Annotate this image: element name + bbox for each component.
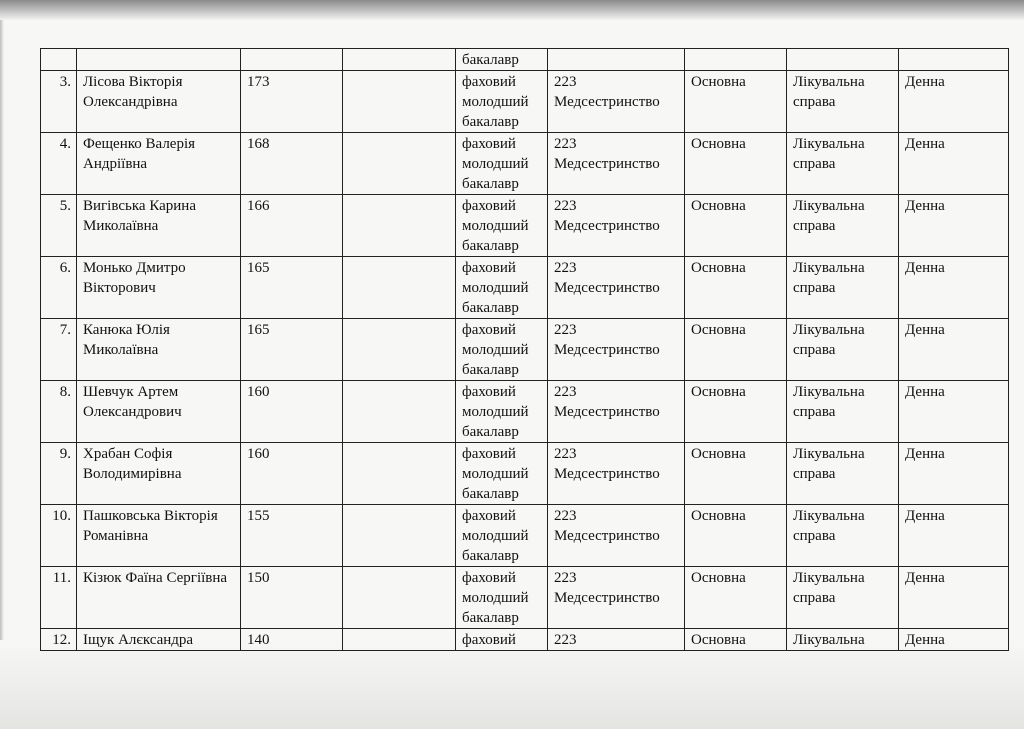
funding-basis: Основна <box>685 257 787 319</box>
row-number: 12. <box>41 629 77 651</box>
program: Лікувальна справа <box>787 71 899 133</box>
education-level: фаховий <box>456 629 548 651</box>
specialty: 223 Медсестринство <box>548 443 685 505</box>
table-row <box>41 629 1009 651</box>
row-number: 11. <box>41 567 77 629</box>
score: 166 <box>241 195 343 257</box>
student-name: Вигівська Карина Миколаївна <box>77 195 241 257</box>
scan-shadow-left <box>0 20 4 729</box>
score: 173 <box>241 71 343 133</box>
funding-basis: Основна <box>685 133 787 195</box>
specialty: 223 Медсестринство <box>548 257 685 319</box>
row-number: 9. <box>41 443 77 505</box>
table-row <box>41 505 1009 567</box>
study-form: Денна <box>899 133 1009 195</box>
program: Лікувальна справа <box>787 257 899 319</box>
education-level: фаховий молодший бакалавр <box>456 567 548 629</box>
student-name: Храбан Софія Володимирівна <box>77 443 241 505</box>
program: Лікувальна справа <box>787 195 899 257</box>
table-row <box>41 133 1009 195</box>
specialty: 223 Медсестринство <box>548 71 685 133</box>
student-name: Іщук Алєксандра <box>77 629 241 651</box>
extra-cell <box>343 629 456 651</box>
funding-basis: Основна <box>685 629 787 651</box>
funding-basis: Основна <box>685 567 787 629</box>
table-row <box>41 319 1009 381</box>
education-level: фаховий молодший бакалавр <box>456 133 548 195</box>
specialty: 223 Медсестринство <box>548 505 685 567</box>
education-level: бакалавр <box>456 49 548 71</box>
study-form: Денна <box>899 629 1009 651</box>
score: 168 <box>241 133 343 195</box>
study-form: Денна <box>899 567 1009 629</box>
scan-shadow-bottom <box>0 640 1024 729</box>
score: 160 <box>241 381 343 443</box>
row-number: 3. <box>41 71 77 133</box>
row-number: 4. <box>41 133 77 195</box>
table-row <box>41 71 1009 133</box>
table-row <box>41 567 1009 629</box>
row-number: 6. <box>41 257 77 319</box>
education-level: фаховий молодший бакалавр <box>456 71 548 133</box>
specialty: 223 Медсестринство <box>548 381 685 443</box>
program: Лікувальна справа <box>787 381 899 443</box>
study-form: Денна <box>899 381 1009 443</box>
program <box>787 49 899 71</box>
extra-cell <box>343 381 456 443</box>
program: Лікувальна справа <box>787 133 899 195</box>
education-level: фаховий молодший бакалавр <box>456 381 548 443</box>
study-form: Денна <box>899 257 1009 319</box>
education-level: фаховий молодший бакалавр <box>456 443 548 505</box>
study-form: Денна <box>899 319 1009 381</box>
student-name: Фещенко Валерія Андріївна <box>77 133 241 195</box>
score: 160 <box>241 443 343 505</box>
student-name: Шевчук Артем Олександрович <box>77 381 241 443</box>
student-name: Монько Дмитро Вікторович <box>77 257 241 319</box>
education-level: фаховий молодший бакалавр <box>456 319 548 381</box>
extra-cell <box>343 505 456 567</box>
education-level: фаховий молодший бакалавр <box>456 505 548 567</box>
program: Лікувальна справа <box>787 505 899 567</box>
score: 155 <box>241 505 343 567</box>
table-row <box>41 257 1009 319</box>
table-row <box>41 443 1009 505</box>
study-form <box>899 49 1009 71</box>
specialty: 223 <box>548 629 685 651</box>
funding-basis <box>685 49 787 71</box>
student-name <box>77 49 241 71</box>
score: 165 <box>241 319 343 381</box>
extra-cell <box>343 71 456 133</box>
program: Лікувальна справа <box>787 443 899 505</box>
education-level: фаховий молодший бакалавр <box>456 195 548 257</box>
table-row <box>41 49 1009 71</box>
study-form: Денна <box>899 71 1009 133</box>
study-form: Денна <box>899 443 1009 505</box>
student-name: Канюка Юлія Миколаївна <box>77 319 241 381</box>
row-number: 7. <box>41 319 77 381</box>
funding-basis: Основна <box>685 319 787 381</box>
student-name: Лісова Вікторія Олександрівна <box>77 71 241 133</box>
extra-cell <box>343 49 456 71</box>
specialty: 223 Медсестринство <box>548 133 685 195</box>
funding-basis: Основна <box>685 381 787 443</box>
row-number: 5. <box>41 195 77 257</box>
score: 150 <box>241 567 343 629</box>
specialty: 223 Медсестринство <box>548 195 685 257</box>
table-row <box>41 195 1009 257</box>
study-form: Денна <box>899 195 1009 257</box>
extra-cell <box>343 567 456 629</box>
funding-basis: Основна <box>685 195 787 257</box>
program: Лікувальна <box>787 629 899 651</box>
funding-basis: Основна <box>685 443 787 505</box>
program: Лікувальна справа <box>787 319 899 381</box>
score <box>241 49 343 71</box>
funding-basis: Основна <box>685 505 787 567</box>
specialty: 223 Медсестринство <box>548 319 685 381</box>
student-name: Кізюк Фаїна Сергіївна <box>77 567 241 629</box>
specialty: 223 Медсестринство <box>548 567 685 629</box>
education-level: фаховий молодший бакалавр <box>456 257 548 319</box>
extra-cell <box>343 443 456 505</box>
program: Лікувальна справа <box>787 567 899 629</box>
score: 165 <box>241 257 343 319</box>
enrollment-table <box>40 48 1009 651</box>
row-number <box>41 49 77 71</box>
extra-cell <box>343 195 456 257</box>
study-form: Денна <box>899 505 1009 567</box>
extra-cell <box>343 133 456 195</box>
score: 140 <box>241 629 343 651</box>
student-name: Пашковська Вікторія Романівна <box>77 505 241 567</box>
extra-cell <box>343 319 456 381</box>
extra-cell <box>343 257 456 319</box>
specialty <box>548 49 685 71</box>
row-number: 8. <box>41 381 77 443</box>
funding-basis: Основна <box>685 71 787 133</box>
scan-shadow-top <box>0 0 1024 20</box>
table-row <box>41 381 1009 443</box>
row-number: 10. <box>41 505 77 567</box>
